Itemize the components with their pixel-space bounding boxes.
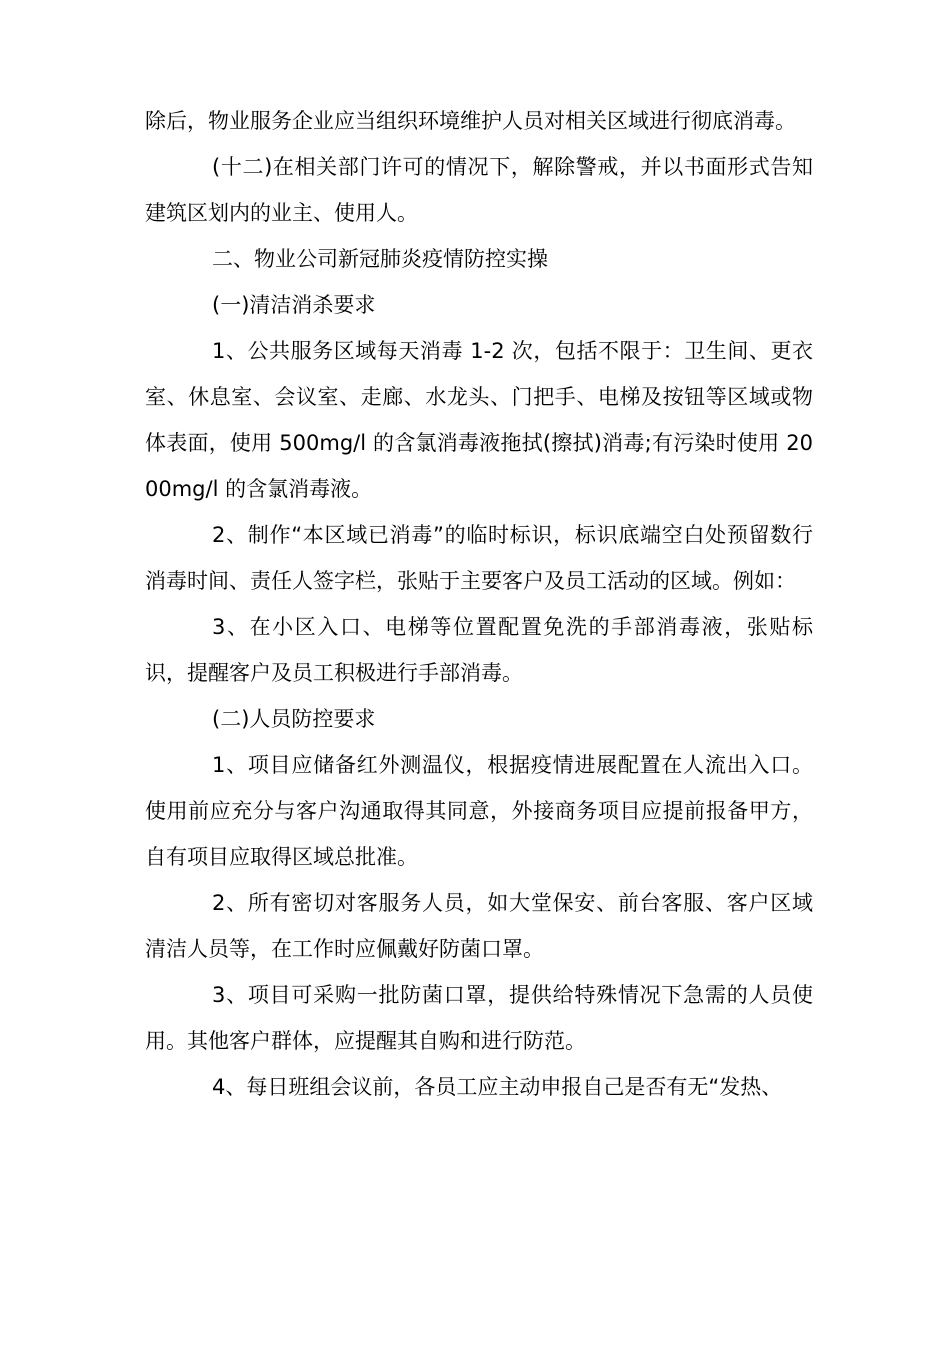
paragraph-personnel-2: 2、所有密切对客服务人员，如大堂保安、前台客服、客户区域清洁人员等，在工作时应佩戴好防菌口罩。: [145, 891, 813, 961]
section-heading-2: 二、物业公司新冠肺炎疫情防控实操: [212, 247, 548, 271]
paragraph-personnel-4: 4、每日班组会议前，各员工应主动申报自己是否有无“发热、: [212, 1075, 783, 1099]
subsection-heading-personnel: (二)人员防控要求: [212, 707, 376, 731]
paragraph-personnel-3: 3、项目可采购一批防菌口罩，提供给特殊情况下急需的人员使用。其他客户群体，应提醒其自购和进行防范。: [145, 983, 813, 1053]
document-body: [145, 98, 813, 1110]
paragraph-cleaning-1: 1、公共服务区域每天消毒 1-2 次，包括不限于：卫生间、更衣室、休息室、会议室、走廊、水龙头、门把手、电梯及按钮等区域或物体表面，使用 500mg/l 的含氯消毒液拖拭(擦拭)消毒;有污染时使用 2000mg/l 的含氯消毒液。: [145, 339, 813, 501]
paragraph-continuation: 除后，物业服务企业应当组织环境维护人员对相关区域进行彻底消毒。: [145, 109, 796, 133]
subsection-heading-cleaning: (一)清洁消杀要求: [212, 293, 376, 317]
paragraph-personnel-1: 1、项目应储备红外测温仪，根据疫情进展配置在人流出入口。使用前应充分与客户沟通取得其同意，外接商务项目应提前报备甲方，自有项目应取得区域总批准。: [145, 753, 813, 869]
paragraph-cleaning-2: 2、制作“本区域已消毒”的临时标识，标识底端空白处预留数行消毒时间、责任人签字栏，张贴于主要客户及员工活动的区域。例如：: [145, 523, 813, 593]
paragraph-cleaning-3: 3、在小区入口、电梯等位置配置免洗的手部消毒液，张贴标识，提醒客户及员工积极进行手部消毒。: [145, 615, 813, 685]
paragraph-item-12: (十二)在相关部门许可的情况下，解除警戒，并以书面形式告知建筑区划内的业主、使用人。: [145, 155, 813, 225]
